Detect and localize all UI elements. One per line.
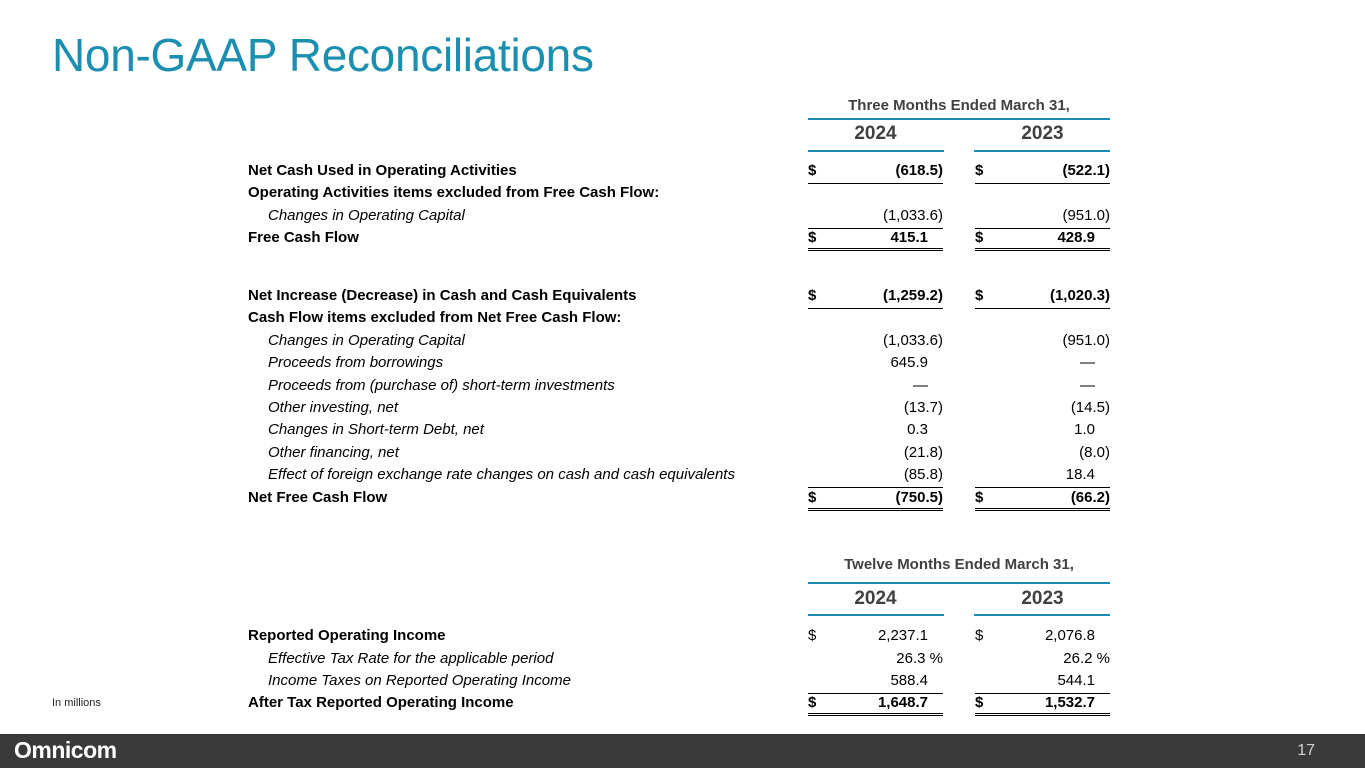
table-row [0, 184, 1365, 206]
footnote: In millions [52, 697, 101, 709]
value-cell: $ 2,237.1 [808, 627, 928, 644]
value-cell: 544.1 [975, 672, 1110, 694]
row-label: Other investing, net [268, 399, 399, 416]
value-cell: — [1080, 354, 1095, 371]
value-cell: $ (522.1) [975, 162, 1110, 184]
value-cell: 0.3 [907, 421, 928, 438]
section2-year-2023: 2023 [1021, 588, 1064, 609]
value-cell: (14.5) [1070, 399, 1110, 416]
section1-header: Three Months Ended March 31, [848, 97, 1070, 114]
row-label: Cash Flow items excluded from Net Free Cash Flow: [248, 309, 622, 326]
row-label: Effective Tax Rate for the applicable period [268, 650, 554, 667]
value-cell: (21.8) [903, 444, 943, 461]
section1-year-rule-2 [974, 150, 1110, 152]
page-title: Non-GAAP Reconciliations [52, 29, 594, 81]
row-label: Net Increase (Decrease) in Cash and Cash Equivalents [248, 287, 637, 304]
page-number: 17 [1297, 742, 1315, 759]
value-cell: $ (1,259.2) [808, 287, 943, 309]
row-label: Changes in Operating Capital [268, 332, 465, 349]
row-label: Free Cash Flow [248, 229, 359, 246]
value-cell: $ 1,648.7 [808, 694, 943, 716]
table-row [0, 399, 1365, 421]
value-cell: $ (750.5) [808, 489, 943, 511]
value-cell: $ 2,076.8 [975, 627, 1095, 644]
value-cell: 26.2 % [1063, 650, 1110, 667]
row-label: Net Free Cash Flow [248, 489, 388, 506]
value-cell: 1.0 [1074, 421, 1095, 438]
section1-header-rule [808, 118, 1110, 120]
row-label: Other financing, net [268, 444, 399, 461]
row-label: After Tax Reported Operating Income [248, 694, 514, 711]
footer-bar [0, 734, 1365, 768]
section2-year-2024: 2024 [854, 588, 897, 609]
value-cell: 26.3 % [896, 650, 943, 667]
table-row [0, 650, 1365, 672]
value-cell: $ (1,020.3) [975, 287, 1110, 309]
row-label: Proceeds from borrowings [268, 354, 444, 371]
value-cell: (951.0) [1062, 332, 1110, 349]
value-cell: $ (66.2) [975, 489, 1110, 511]
value-cell: $ (618.5) [808, 162, 943, 184]
value-cell: (951.0) [975, 207, 1110, 229]
table-row [0, 207, 1365, 229]
value-cell: (8.0) [1079, 444, 1110, 461]
table-row [0, 287, 1365, 309]
table-row [0, 694, 1365, 716]
row-label: Income Taxes on Reported Operating Income [268, 672, 571, 689]
value-cell: (1,033.6) [808, 207, 943, 229]
row-label: Net Cash Used in Operating Activities [248, 162, 517, 179]
section1-year-2023: 2023 [1021, 123, 1064, 144]
row-label: Changes in Short-term Debt, net [268, 421, 484, 438]
row-label: Effect of foreign exchange rate changes on cash and cash equivalents [268, 466, 735, 483]
section1-year-rule-1 [808, 150, 944, 152]
row-label: Reported Operating Income [248, 627, 446, 644]
table-row [0, 421, 1365, 443]
section2-header: Twelve Months Ended March 31, [844, 556, 1074, 573]
omnicom-logo: Omnicom [14, 737, 117, 763]
section1-year-2024: 2024 [854, 123, 897, 144]
table-row [0, 377, 1365, 399]
row-label: Changes in Operating Capital [268, 207, 465, 224]
row-label: Operating Activities items excluded from Free Cash Flow: [248, 184, 660, 201]
table-row [0, 672, 1365, 694]
table-row [0, 627, 1365, 649]
value-cell: (85.8) [808, 466, 943, 488]
value-cell: $ 1,532.7 [975, 694, 1110, 716]
value-cell: — [913, 377, 928, 394]
value-cell: (1,033.6) [882, 332, 943, 349]
value-cell: $ 428.9 [975, 229, 1110, 251]
table-row [0, 332, 1365, 354]
value-cell: 18.4 [975, 466, 1110, 488]
section2-header-rule [808, 582, 1110, 584]
section2-year-rule-1 [808, 614, 944, 616]
value-cell: 645.9 [890, 354, 928, 371]
table-row [0, 229, 1365, 251]
value-cell: $ 415.1 [808, 229, 943, 251]
table-row [0, 489, 1365, 511]
table-row [0, 309, 1365, 331]
table-row [0, 444, 1365, 466]
value-cell: 588.4 [808, 672, 943, 694]
section2-year-rule-2 [974, 614, 1110, 616]
value-cell: (13.7) [903, 399, 943, 416]
row-label: Proceeds from (purchase of) short-term investments [268, 377, 615, 394]
table-row [0, 466, 1365, 488]
table-row [0, 162, 1365, 184]
value-cell: — [1080, 377, 1095, 394]
table-row [0, 354, 1365, 376]
